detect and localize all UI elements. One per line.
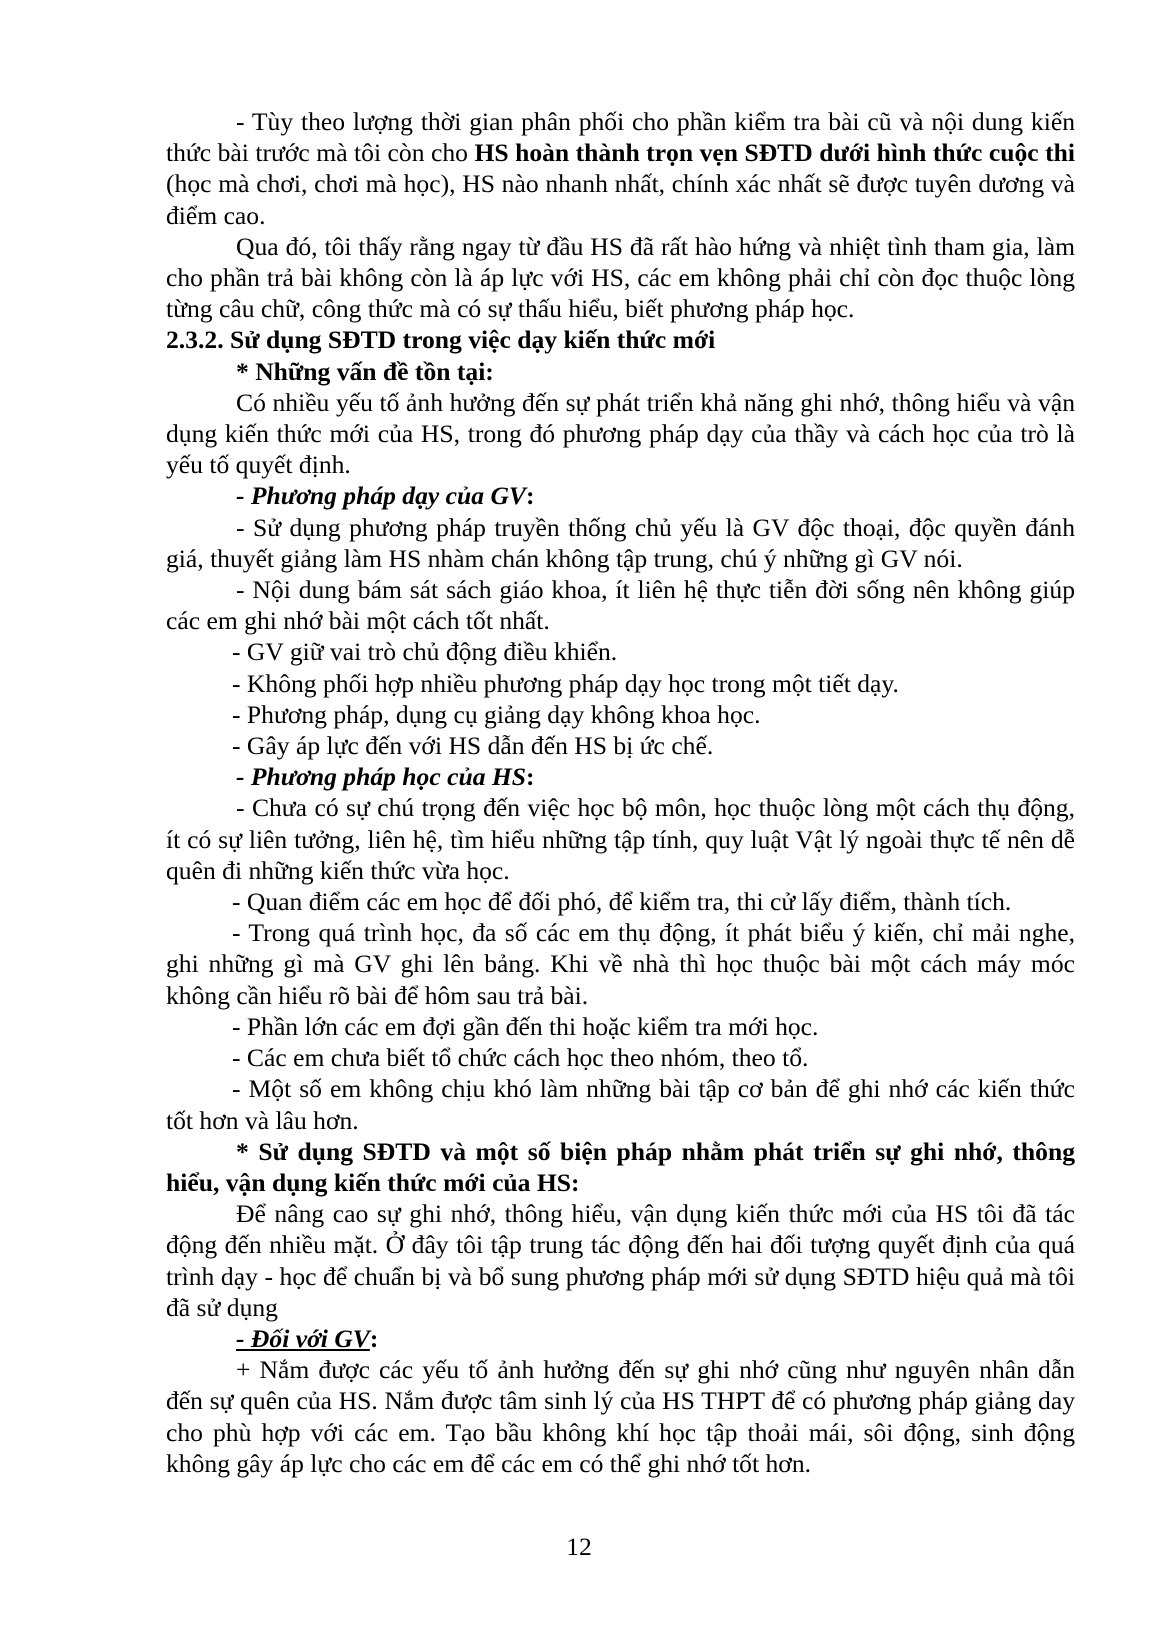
solution-heading: * Sử dụng SĐTD và một số biện pháp nhằm phát triển sự ghi nhớ, thông hiểu, vận dụng kiến thức mới của HS: xyxy=(166,1136,1075,1197)
teacher-method-heading: - Phương pháp dạy của GV: xyxy=(236,481,535,511)
for-teacher-item: + Nắm được các yếu tố ảnh hưởng đến sự ghi nhớ cũng như nguyên nhân dẫn đến sự quên của HS. Nắm được tâm sinh lý của HS THPT để có phương pháp giảng day cho phù hợp với các em. Tạo bầu không khí học tập thoải mái, sôi động, sinh động không gây áp lực cho các em để các em có thể ghi nhớ tốt hơn. xyxy=(166,1355,1075,1478)
student-method-heading: - Phương pháp học của HS: xyxy=(236,762,535,792)
paragraph-review-contest: - Tùy theo lượng thời gian phân phối cho phần kiểm tra bài cũ và nội dung kiến thức bài trước mà tôi còn cho HS hoàn thành trọn vẹn SĐTD dưới hình thức cuộc thi (học mà chơi, chơi mà học), HS nào nhanh nhất, chính xác nhất sẽ được tuyên dương và điểm cao. xyxy=(166,107,1075,230)
for-teacher-heading: - Đối với GV: xyxy=(236,1323,379,1353)
teacher-method-item: - Gây áp lực đến với HS dẫn đến HS bị ức chế. xyxy=(232,731,714,761)
document-page xyxy=(166,106,1075,1479)
paragraph-factors: Có nhiều yếu tố ảnh hưởng đến sự phát triển khả năng ghi nhớ, thông hiểu và vận dụng kiến thức mới của HS, trong đó phương pháp dạy của thầy và cách học của trò là yếu tố quyết định. xyxy=(166,387,1075,480)
teacher-method-item: - Nội dung bám sát sách giáo khoa, ít liên hệ thực tiễn đời sống nên không giúp các em ghi nhớ bài một cách tốt nhất. xyxy=(166,575,1075,636)
teacher-method-item: - GV giữ vai trò chủ động điều khiển. xyxy=(232,637,618,667)
teacher-method-item: - Sử dụng phương pháp truyền thống chủ yếu là GV độc thoại, độc quyền đánh giá, thuyết giảng làm HS nhàm chán không tập trung, chú ý những gì GV nói. xyxy=(166,512,1075,573)
student-method-item: - Chưa có sự chú trọng đến việc học bộ môn, học thuộc lòng một cách thụ động, ít có sự liên tưởng, liên hệ, tìm hiểu những tập tính, quy luật Vật lý ngoài thực tế nên dễ quên đi những kiến thức vừa học. xyxy=(166,793,1075,885)
paragraph-approach: Để nâng cao sự ghi nhớ, thông hiểu, vận dụng kiến thức mới của HS tôi đã tác động đến nhiều mặt. Ở đây tôi tập trung tác động đến hai đối tượng quyết định của quá trình dạy - học để chuẩn bị và bổ sung phương pháp mới sử dụng SĐTD hiệu quả mà tôi đã sử dụng xyxy=(166,1199,1075,1322)
paragraph-outcome: Qua đó, tôi thấy rằng ngay từ đầu HS đã rất hào hứng và nhiệt tình tham gia, làm cho phần trả bài không còn là áp lực với HS, các em không phải chỉ còn đọc thuộc lòng từng câu chữ, công thức mà có sự thấu hiểu, biết phương pháp học. xyxy=(166,231,1075,324)
student-method-item: - Quan điểm các em học để đối phó, để kiểm tra, thi cử lấy điểm, thành tích. xyxy=(232,887,1012,917)
section-heading: 2.3.2. Sử dụng SĐTD trong việc dạy kiến thức mới xyxy=(166,325,716,355)
bold-phrase: HS hoàn thành trọn vẹn SĐTD dưới hình thức cuộc thi xyxy=(474,138,1075,168)
student-method-item: - Một số em không chịu khó làm những bài tập cơ bản để ghi nhớ các kiến thức tốt hơn và lâu hơn. xyxy=(166,1074,1075,1135)
issues-heading: * Những vấn đề tồn tại: xyxy=(236,356,494,386)
teacher-method-item: - Không phối hợp nhiều phương pháp dạy học trong một tiết dạy. xyxy=(232,668,899,698)
student-method-item: - Các em chưa biết tổ chức cách học theo nhóm, theo tổ. xyxy=(232,1043,809,1073)
student-method-item: - Phần lớn các em đợi gần đến thi hoặc kiểm tra mới học. xyxy=(232,1011,819,1041)
student-method-item: - Trong quá trình học, đa số các em thụ động, ít phát biểu ý kiến, chỉ mải nghe, ghi những gì mà GV ghi lên bảng. Khi về nhà thì học thuộc bài một cách máy móc không cần hiểu rõ bài để hôm sau trả bài. xyxy=(166,918,1075,1010)
teacher-method-item: - Phương pháp, dụng cụ giảng dạy không khoa học. xyxy=(232,699,761,729)
page-number: 12 xyxy=(566,1532,592,1561)
